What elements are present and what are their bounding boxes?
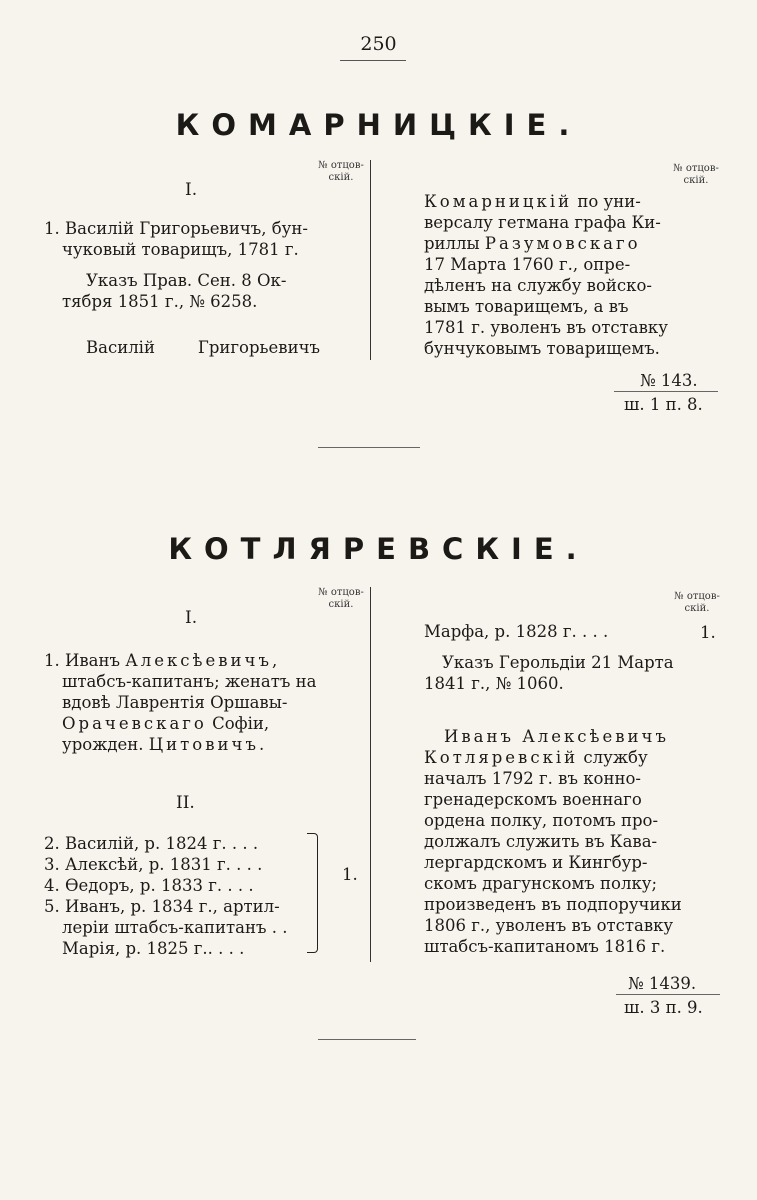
daughter-entry: Марфа, р. 1828 г. . . . xyxy=(424,622,609,641)
section-separator xyxy=(318,447,420,448)
generation-II: II. xyxy=(176,793,195,813)
child-entry: Марія, р. 1825 г.. . . . xyxy=(62,939,245,958)
archive-number: № 143. xyxy=(640,371,698,390)
family-title-kotlyarevskie: КОТЛЯРЕВСКІЕ. xyxy=(168,532,589,566)
child-entry: леріи штабсъ-капитанъ . . xyxy=(62,918,288,937)
children-bracket xyxy=(307,833,318,953)
ukaz-reference: Указъ Герольдіи 21 Марта 1841 г., № 1060. xyxy=(424,653,674,693)
archive-rule xyxy=(616,994,720,995)
note-number: 1. xyxy=(700,623,716,642)
biography-text: Комарницкій по уни- версалу гетмана графа Ки- риллы Разумовскаго 17 Марта 1760 г., опре- дѣленъ на службу войско- вымъ товарищемъ, а въ 1781 г. уволенъ въ отставку бунчуковымъ товарищемъ. xyxy=(424,192,668,358)
archive-reference: ш. 1 п. 8. xyxy=(624,395,703,414)
child-entry: 5. Иванъ, р. 1834 г., артил- xyxy=(44,897,280,916)
section-separator xyxy=(318,1039,416,1040)
generation-I: I. xyxy=(185,608,198,628)
ukaz-reference: Указъ Прав. Сен. 8 Ок- тября 1851 г., № 6258. xyxy=(62,271,287,311)
column-note-label-left: № отцов- скій. xyxy=(318,160,364,183)
person-entry: 1. Иванъ Алексѣевичъ, штабсъ-капитанъ; женатъ на вдовѣ Лаврентія Оршавы- Орачевскаго Софіи, урожден. Цитовичъ. xyxy=(44,651,317,754)
generation-I: I. xyxy=(185,180,198,200)
person-entry: 1. Василій Григорьевичъ, бун- чуковый товарищъ, 1781 г. xyxy=(44,219,308,259)
archive-reference: ш. 3 п. 9. xyxy=(624,998,703,1017)
header-rule xyxy=(340,60,406,61)
children-list xyxy=(44,833,287,959)
column-note-label-right: № отцов- скій. xyxy=(674,591,720,614)
archive-rule xyxy=(614,391,718,392)
family-title-komarnitskie: КОМАРНИЦКІЕ. xyxy=(175,108,582,142)
column-divider xyxy=(370,587,371,962)
note-number: 1. xyxy=(342,865,358,884)
column-note-label-left: № отцов- скій. xyxy=(318,587,364,610)
child-entry: 3. Алексѣй, р. 1831 г. . . . xyxy=(44,855,263,874)
page-number: 250 xyxy=(360,33,397,55)
column-divider xyxy=(370,160,371,360)
archive-number: № 1439. xyxy=(628,974,697,993)
child-entry: 2. Василій, р. 1824 г. . . . xyxy=(44,834,259,853)
biography-text: Иванъ Алексѣевичъ Котляревскій службу началъ 1792 г. въ конно- гренадерскомъ военнаго ордена полку, потомъ про- должалъ служить въ Кава- лергардскомъ и Кингбур- скомъ драгунскомъ полку; произведенъ въ подпоручики 1806 г., уволенъ въ отставку штабсъ-капитаномъ 1816 г. xyxy=(424,727,682,956)
child-entry: 4. Ѳедоръ, р. 1833 г. . . . xyxy=(44,876,254,895)
person-name-line: Василій Григорьевичъ xyxy=(86,338,320,357)
column-note-label-right: № отцов- скій. xyxy=(673,163,719,186)
